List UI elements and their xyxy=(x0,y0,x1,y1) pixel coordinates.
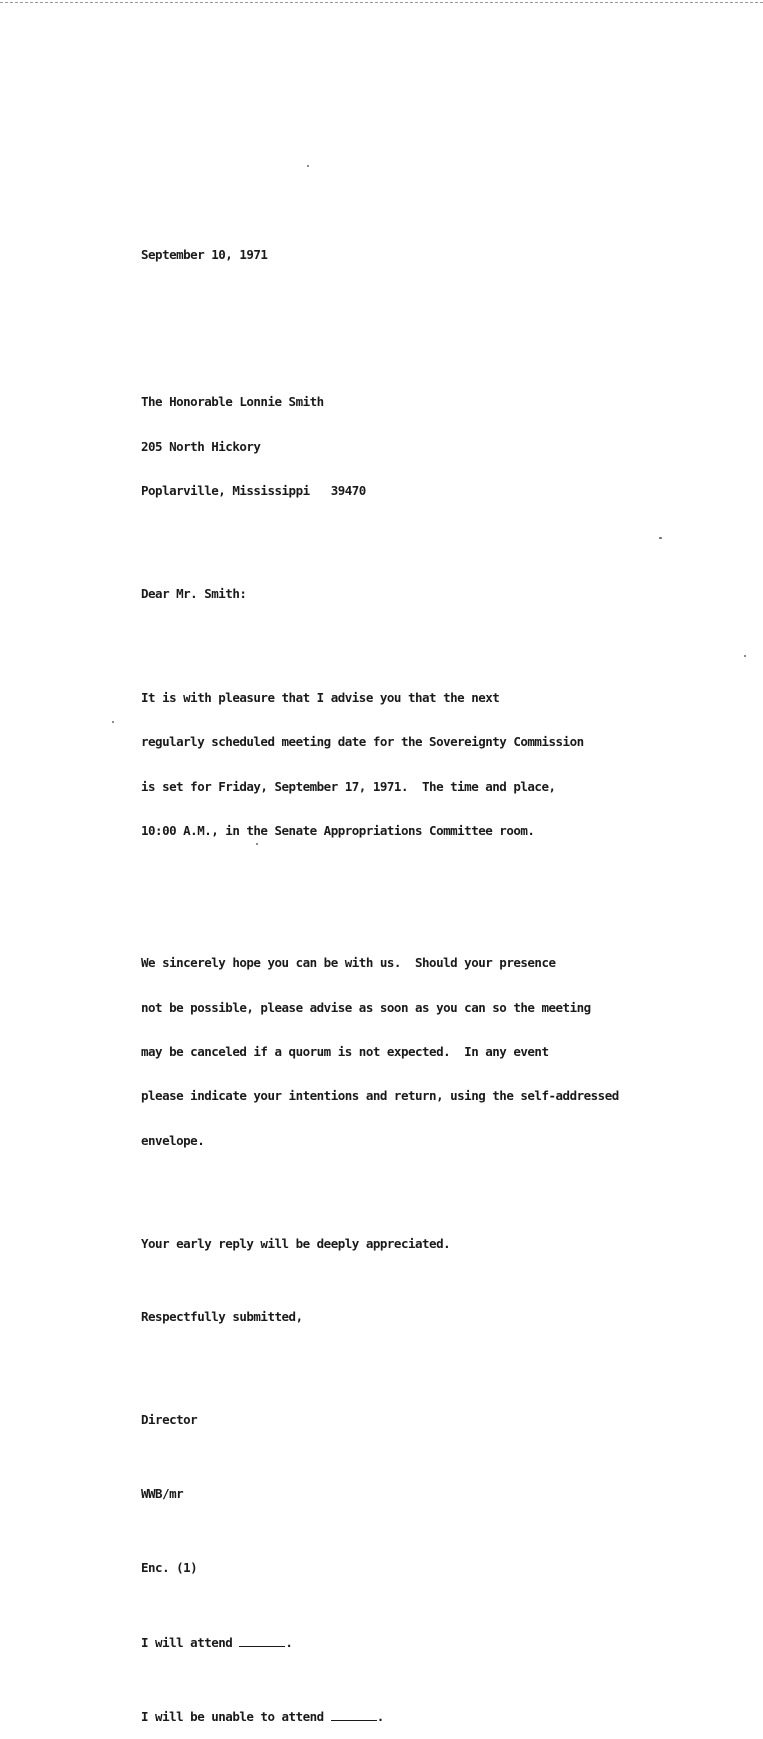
closing: Respectfully submitted, xyxy=(141,1308,303,1324)
paper-speck xyxy=(659,537,662,539)
paragraph-2-line: please indicate your intentions and return, using the self-addressed xyxy=(141,1088,619,1104)
page-top-edge xyxy=(0,2,763,3)
enclosure-note: Enc. (1) xyxy=(141,1560,198,1576)
attend-line: I will attend . xyxy=(141,1634,293,1650)
unable-label: I will be unable to attend xyxy=(141,1708,324,1724)
paragraph-1-line: is set for Friday, September 17, 1971. The time and place, xyxy=(141,778,556,794)
recipient-zip: 39470 xyxy=(330,483,366,499)
paragraph-1-line: It is with pleasure that I advise you that the next xyxy=(141,689,500,705)
signer-title: Director xyxy=(141,1411,198,1427)
paragraph-2-line: may be canceled if a quorum is not expected. In any event xyxy=(141,1044,549,1060)
initials: WWB/mr xyxy=(141,1486,184,1502)
paragraph-2-line: We sincerely hope you can be with us. Should your presence xyxy=(141,955,556,971)
paper-speck xyxy=(307,165,309,167)
recipient-block xyxy=(141,366,741,529)
paper-speck xyxy=(112,721,114,723)
paragraph-1-line: 10:00 A.M., in the Senate Appropriations Committee room. xyxy=(141,822,535,838)
paper-speck xyxy=(744,655,746,657)
recipient-city-state: Poplarville, Mississippi xyxy=(141,483,310,499)
attend-blank xyxy=(239,1636,285,1647)
paragraph-1 xyxy=(141,661,741,868)
salutation: Dear Mr. Smith: xyxy=(141,585,247,601)
paragraph-2-line: not be possible, please advise as soon as you can so the meeting xyxy=(141,999,591,1015)
recipient-city-line xyxy=(141,484,741,499)
attend-label: I will attend xyxy=(141,1634,233,1650)
unable-blank xyxy=(331,1710,377,1721)
recipient-name: The Honorable Lonnie Smith xyxy=(141,394,324,410)
paragraph-1-line: regularly scheduled meeting date for the Sovereignty Commission xyxy=(141,734,584,750)
letter-body xyxy=(141,218,741,1739)
unable-line: I will be unable to attend . xyxy=(141,1708,384,1724)
recipient-street: 205 North Hickory xyxy=(141,438,261,454)
paper-speck xyxy=(256,843,258,845)
paragraph-3: Your early reply will be deeply appreciated. xyxy=(141,1235,451,1251)
paragraph-2 xyxy=(141,927,741,1179)
paragraph-2-line: envelope. xyxy=(141,1132,205,1148)
letter-date: September 10, 1971 xyxy=(141,246,268,262)
